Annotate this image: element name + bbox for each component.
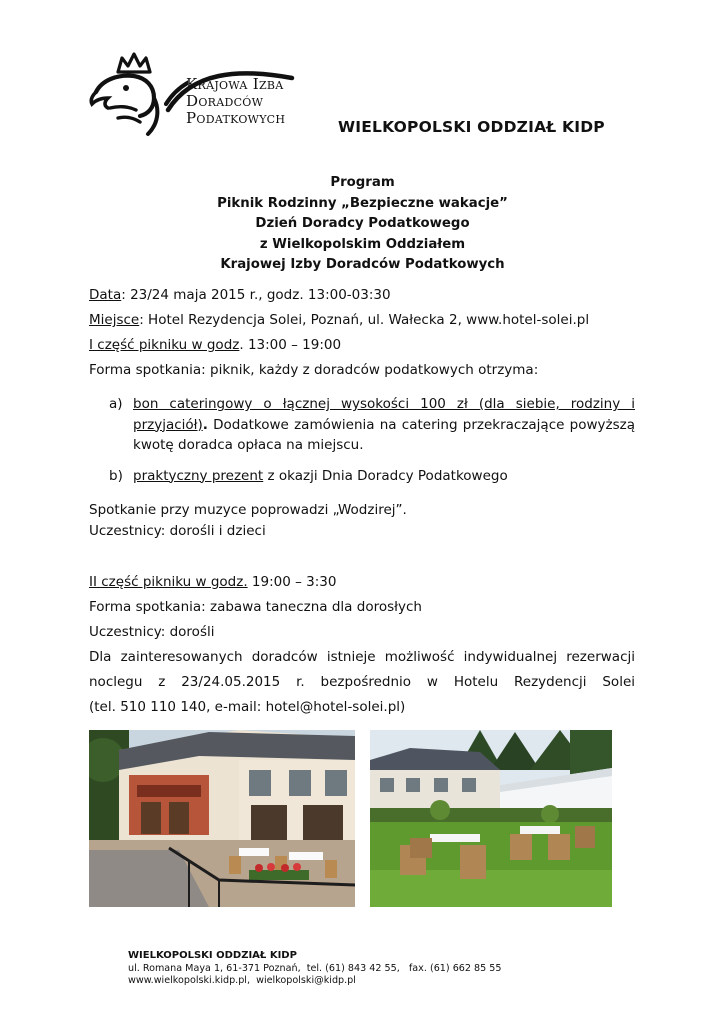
footer-web: www.wielkopolski.kidp.pl, wielkopolski@kidp.pl	[128, 975, 356, 987]
footer-address: ul. Romana Maya 1, 61-371 Poznań, tel. (61) 843 42 55, fax. (61) 662 85 55	[128, 962, 502, 974]
gift-text: praktyczny prezent	[133, 467, 264, 484]
place-line	[89, 308, 635, 333]
booking-paragraph: Dla zainteresowanych doradców istnieje możliwość indywidualnej rezerwacji noclegu z 23/24.05.2015 r. bezpośrednio w Hotelu Rezydencji Solei	[89, 649, 635, 690]
logo-line-2: Doradców	[186, 92, 264, 110]
kidp-logo	[88, 50, 298, 140]
place-value: : Hotel Rezydencja Solei, Poznań, ul. Wałecka 2, www.hotel-solei.pl	[139, 312, 590, 328]
catering-voucher-text: bon cateringowy o łącznej wysokości 100 zł (dla siebie, rodziny i przyjaciół)	[133, 396, 635, 433]
participants-adults-line: Uczestnicy: dorośli	[89, 624, 215, 640]
date-label: Data	[89, 287, 122, 303]
form2-line: Forma spotkania: zabawa taneczna dla dorosłych	[89, 599, 422, 615]
logo-line-1: Krajowa Izba	[186, 75, 284, 93]
place-label: Miejsce	[89, 312, 140, 328]
hotel-garden-photo	[370, 730, 612, 907]
hotel-contact-line: (tel. 510 110 140, e-mail: hotel@hotel-solei.pl)	[89, 699, 406, 715]
list-text-b	[133, 466, 635, 487]
list-marker-a: a)	[109, 396, 123, 412]
title-line-2: Piknik Rodzinny „Bezpieczne wakacje”	[217, 195, 508, 211]
part2-label: II część pikniku w godz.	[89, 574, 248, 590]
list-marker-b: b)	[109, 467, 123, 484]
form1-line: Forma spotkania: piknik, każdy z doradców podatkowych otrzyma:	[89, 362, 539, 378]
list-text-a	[133, 394, 635, 456]
part1-label: I część pikniku w godz	[89, 337, 240, 353]
footer	[128, 950, 502, 988]
logo-text	[186, 76, 285, 127]
event-details	[89, 283, 635, 383]
part1-line	[89, 333, 635, 358]
title-line-4: z Wielkopolskim Oddziałem	[259, 236, 466, 252]
part2-value: 19:00 – 3:30	[247, 574, 337, 590]
title-line-5: Krajowej Izby Doradców Podatkowych	[220, 257, 505, 272]
title-line-3: Dzień Doradcy Podatkowego	[255, 216, 470, 231]
list-item-a	[109, 394, 635, 456]
part2-block	[89, 570, 635, 720]
part1-value: . 13:00 – 19:00	[239, 337, 342, 353]
date-line	[89, 283, 635, 308]
list-b-rest: z okazji Dnia Doradcy Podatkowego	[263, 467, 508, 484]
footer-name: WIELKOPOLSKI ODDZIAŁ KIDP	[128, 950, 297, 961]
music-block	[89, 500, 635, 542]
list-a-period: .	[202, 416, 208, 433]
list-a-rest: Dodatkowe zamówienia na catering przekraczające powyższą kwotę doradca opłaca na miejscu.	[133, 416, 635, 453]
participants-kids-line: Uczestnicy: dorośli i dzieci	[89, 523, 266, 539]
part2-line	[89, 570, 635, 595]
hotel-building-photo	[89, 730, 355, 907]
benefits-list	[109, 394, 635, 486]
list-item-b	[109, 466, 635, 487]
music-line: Spotkanie przy muzyce poprowadzi „Wodzirej”.	[89, 502, 407, 518]
date-value: : 23/24 maja 2015 r., godz. 13:00-03:30	[121, 287, 391, 303]
title-line-1: Program	[330, 175, 395, 190]
logo-line-3: Podatkowych	[186, 109, 286, 127]
branch-title: WIELKOPOLSKI ODDZIAŁ KIDP	[338, 118, 605, 136]
program-title-block	[0, 173, 725, 276]
